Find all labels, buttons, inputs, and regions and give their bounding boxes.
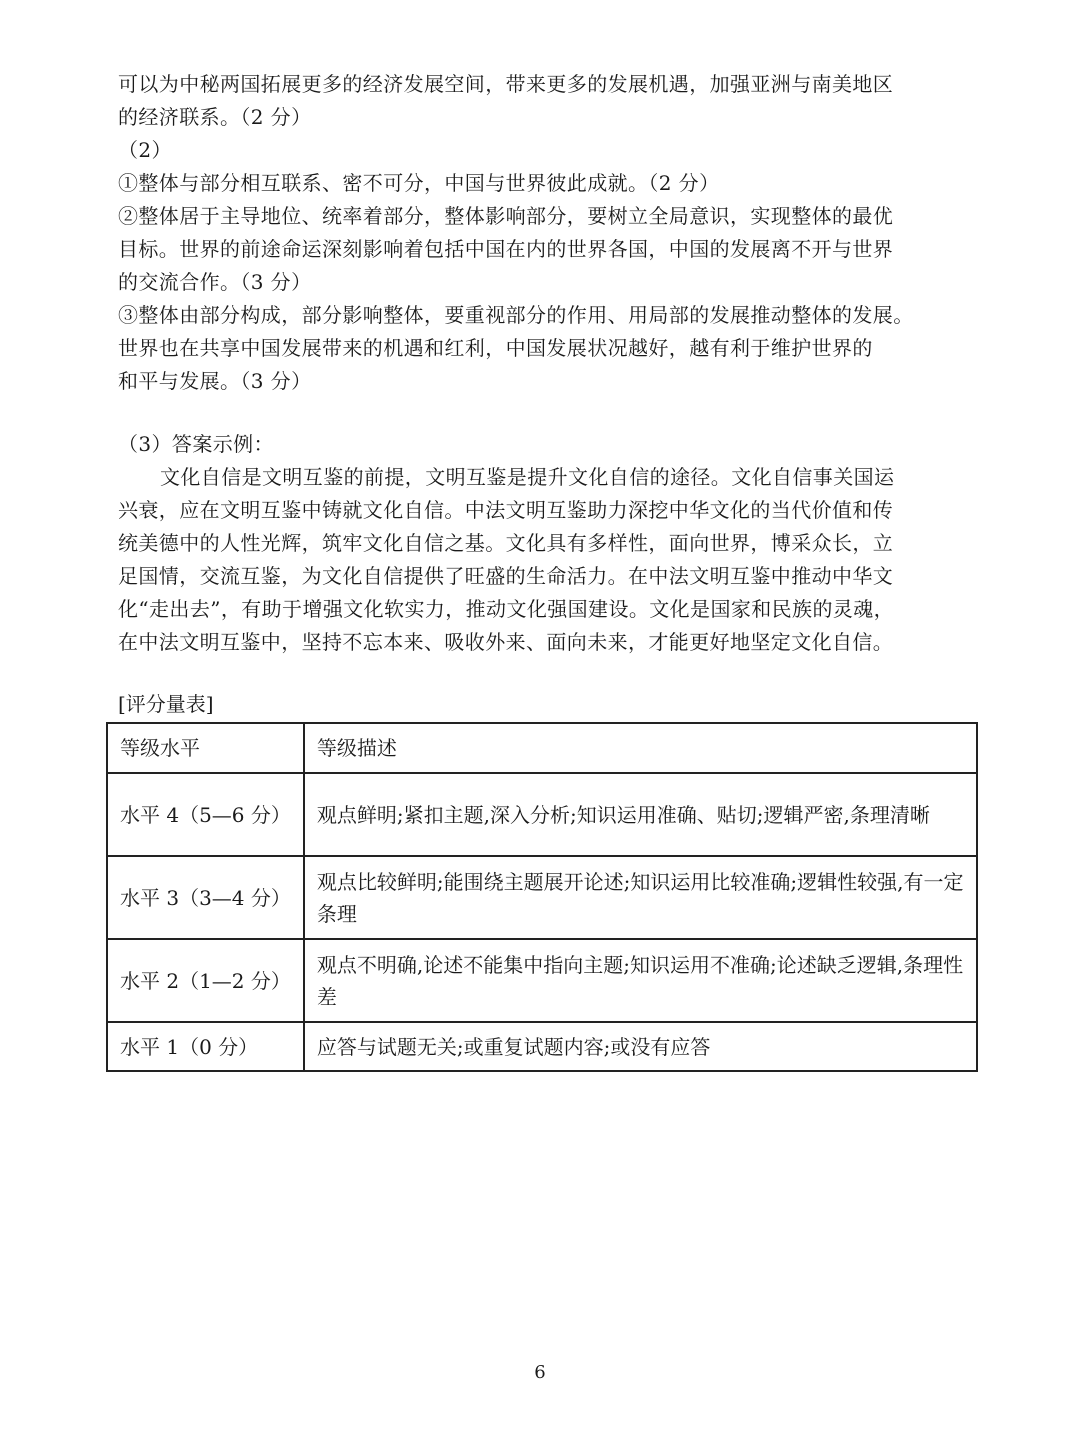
rubric-level: 水平 4（5—6 分） — [107, 773, 304, 856]
body-line-2: 的经济联系。（2 分） — [118, 105, 312, 129]
body-line-7: 的交流合作。（3 分） — [118, 270, 312, 294]
body-line-8: ③整体由部分构成，部分影响整体，要重视部分的作用、用局部的发展推动整体的发展。 — [118, 303, 914, 327]
rubric-table — [106, 722, 978, 1072]
rubric-header-row — [107, 723, 977, 773]
body-line-9: 世界也在共享中国发展带来的机遇和红利，中国发展状况越好，越有利于维护世界的 — [118, 336, 873, 360]
rubric-row — [107, 773, 977, 856]
rubric-row — [107, 1022, 977, 1071]
body-line-5: ②整体居于主导地位、统率着部分，整体影响部分，要树立全局意识，实现整体的最优 — [118, 204, 894, 228]
rubric-level: 水平 1（0 分） — [107, 1022, 304, 1071]
rubric-row — [107, 856, 977, 939]
q3-label: （3）答案示例： — [118, 432, 274, 456]
body-line-6: 目标。世界的前途命运深刻影响着包括中国在内的世界各国，中国的发展离不开与世界 — [118, 237, 894, 261]
answer-line-6: 在中法文明互鉴中，坚持不忘本来、吸收外来、面向未来，才能更好地坚定文化自信。 — [118, 630, 894, 654]
page-number: 6 — [534, 1362, 546, 1383]
rubric-header-level: 等级水平 — [107, 723, 304, 773]
body-line-1: 可以为中秘两国拓展更多的经济发展空间，带来更多的发展机遇，加强亚洲与南美地区 — [118, 72, 894, 96]
rubric-title: [评分量表] — [118, 692, 214, 716]
rubric-desc: 观点不明确,论述不能集中指向主题;知识运用不准确;论述缺乏逻辑,条理性差 — [304, 939, 977, 1022]
body-line-3: （2） — [118, 138, 172, 162]
answer-line-2: 兴衰，应在文明互鉴中铸就文化自信。中法文明互鉴助力深挖中华文化的当代价值和传 — [118, 498, 894, 522]
rubric-desc: 观点鲜明;紧扣主题,深入分析;知识运用准确、贴切;逻辑严密,条理清晰 — [304, 773, 977, 856]
rubric-header-desc: 等级描述 — [304, 723, 977, 773]
answer-line-1: 文化自信是文明互鉴的前提，文明互鉴是提升文化自信的途径。文化自信事关国运 — [160, 465, 895, 489]
rubric-desc: 观点比较鲜明;能围绕主题展开论述;知识运用比较准确;逻辑性较强,有一定条理 — [304, 856, 977, 939]
answer-line-5: 化“走出去”，有助于增强文化软实力，推动文化强国建设。文化是国家和民族的灵魂， — [118, 597, 895, 621]
rubric-level: 水平 2（1—2 分） — [107, 939, 304, 1022]
answer-line-4: 足国情，交流互鉴，为文化自信提供了旺盛的生命活力。在中法文明互鉴中推动中华文 — [118, 564, 894, 588]
answer-line-3: 统美德中的人性光辉，筑牢文化自信之基。文化具有多样性，面向世界，博采众长，立 — [118, 531, 894, 555]
rubric-level: 水平 3（3—4 分） — [107, 856, 304, 939]
body-line-4: ①整体与部分相互联系、密不可分，中国与世界彼此成就。（2 分） — [118, 171, 720, 195]
rubric-desc: 应答与试题无关;或重复试题内容;或没有应答 — [304, 1022, 977, 1071]
rubric-row — [107, 939, 977, 1022]
body-line-10: 和平与发展。（3 分） — [118, 369, 312, 393]
